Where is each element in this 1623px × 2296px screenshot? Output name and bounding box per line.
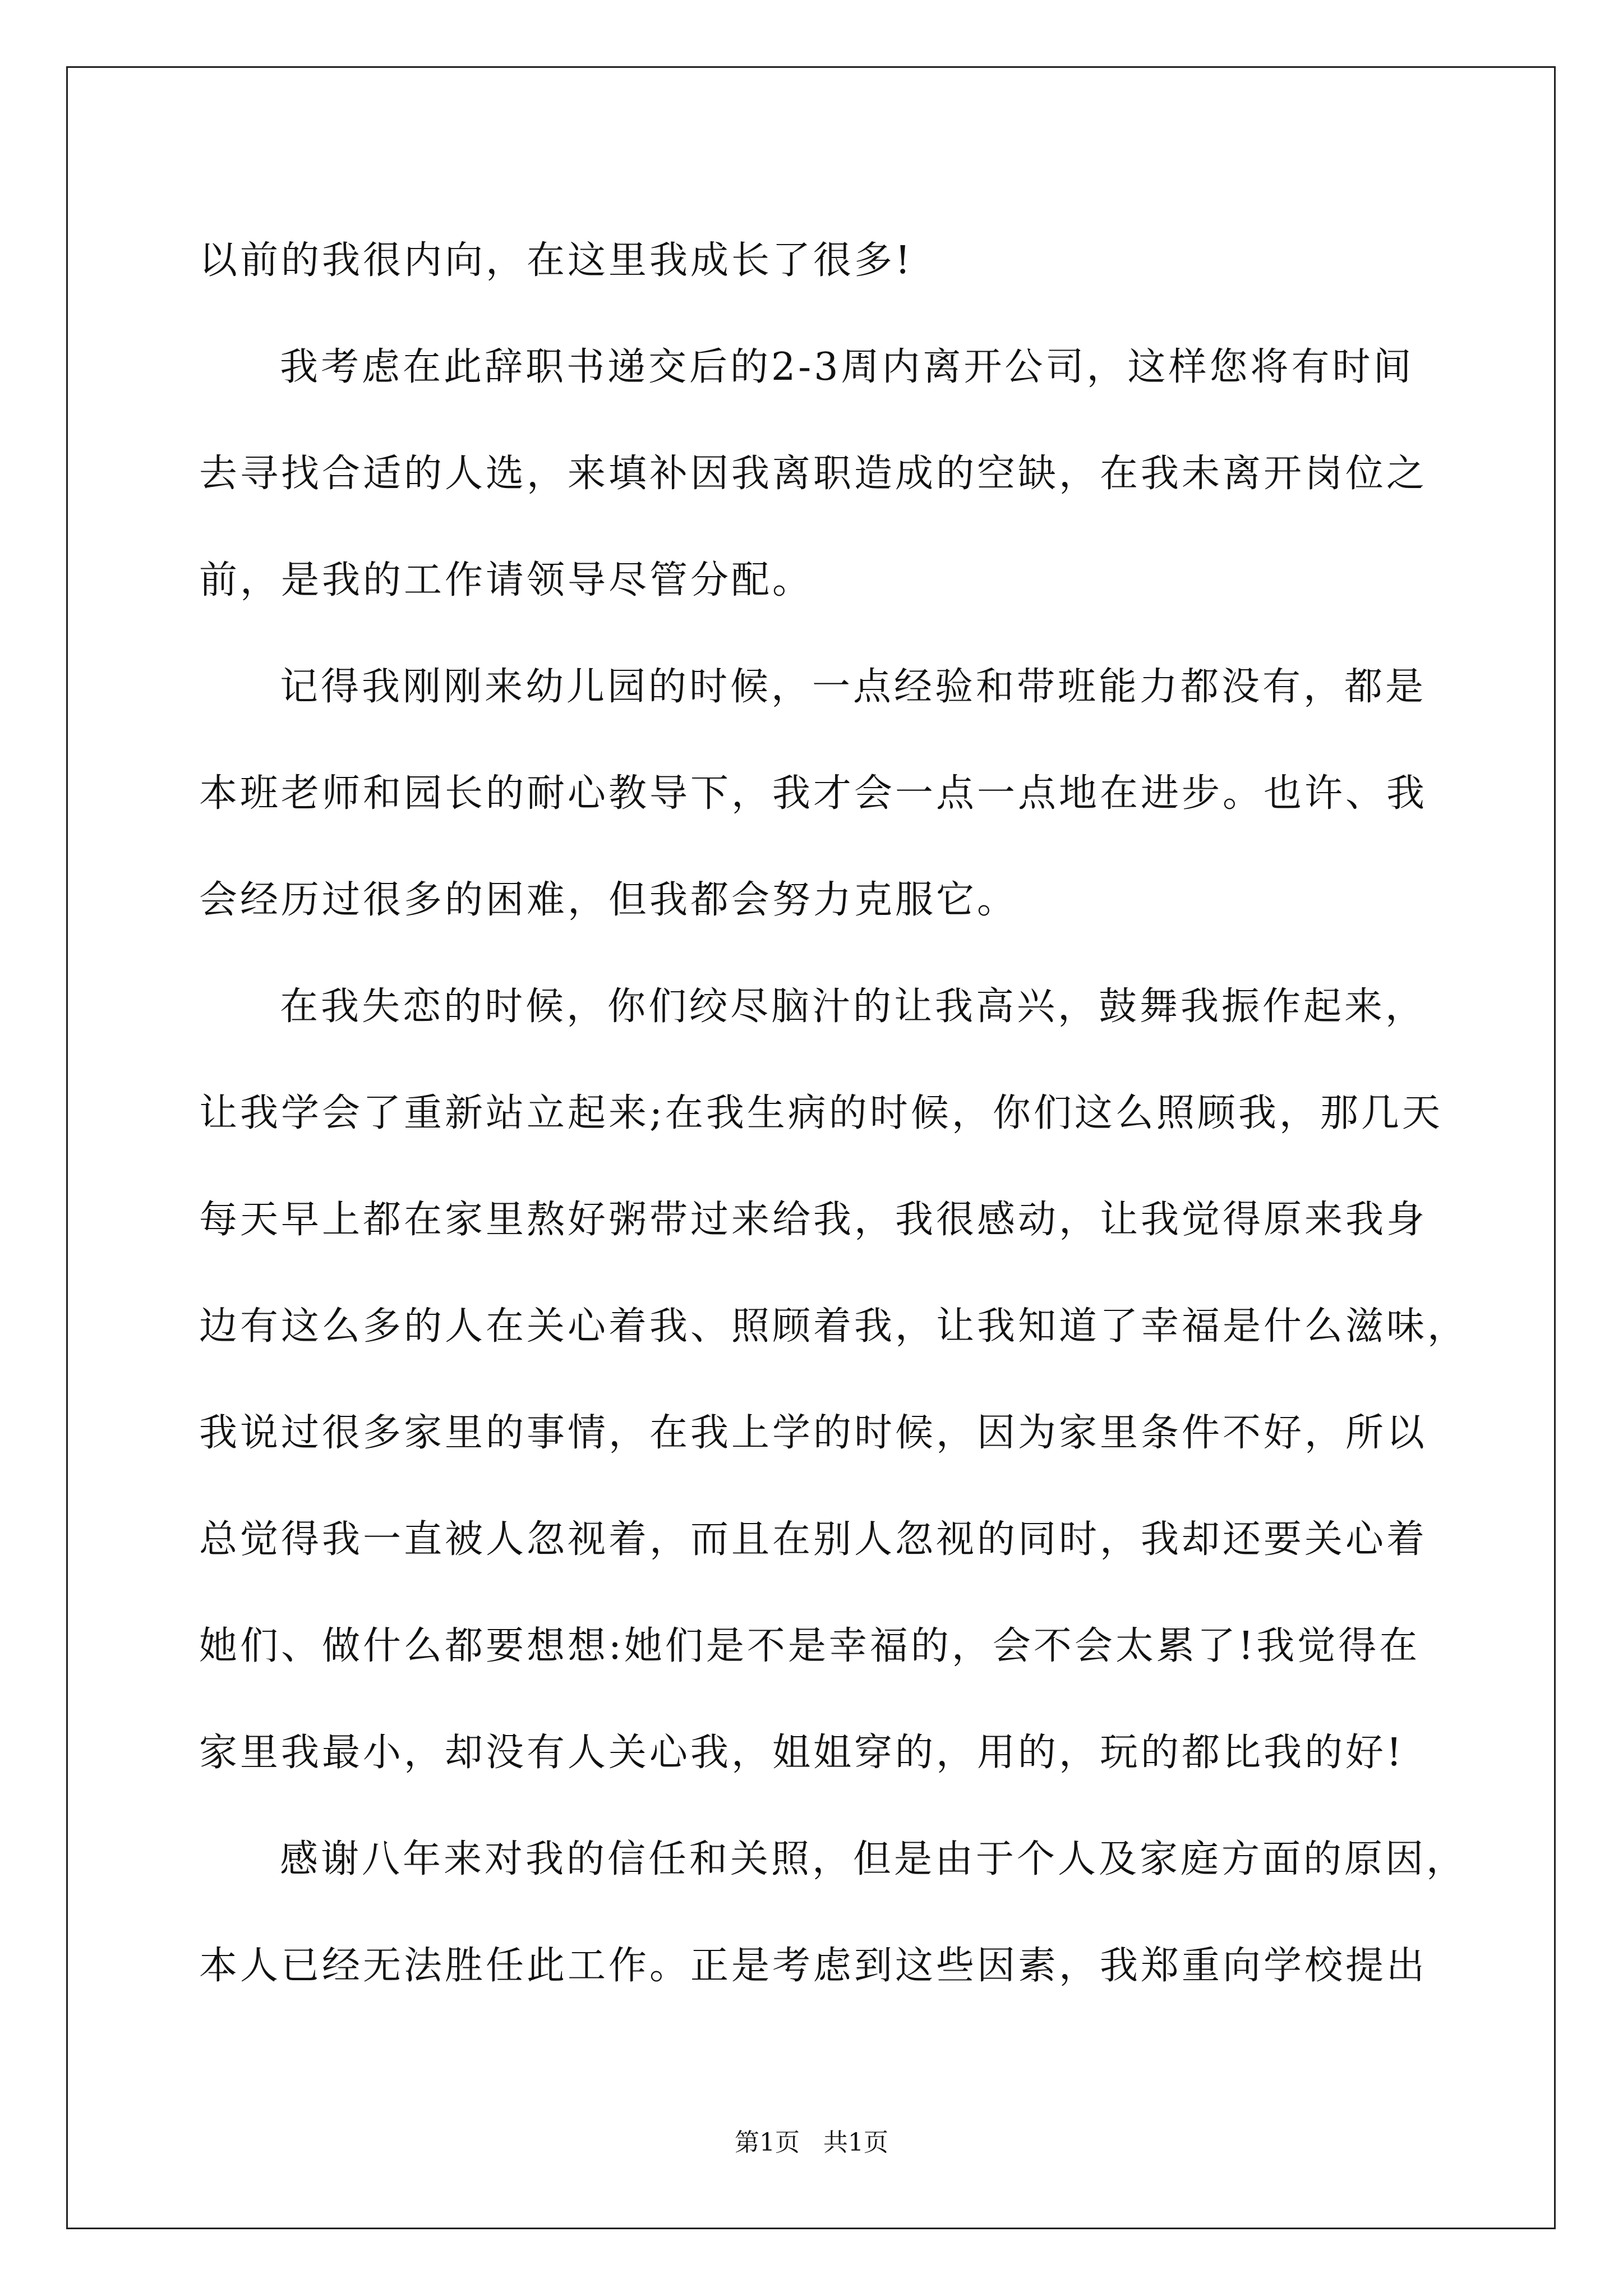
text-line: 边有这么多的人在关心着我、照顾着我，让我知道了幸福是什么滋味， <box>199 1304 1469 1349</box>
text-line: 我说过很多家里的事情，在我上学的时候，因为家里条件不好，所以 <box>199 1411 1428 1455</box>
text-line: 我考虑在此辞职书递交后的2-3周内离开公司，这样您将有时间 <box>280 345 1414 389</box>
text-line: 感谢八年来对我的信任和关照，但是由于个人及家庭方面的原因， <box>280 1837 1468 1881</box>
text-line: 让我学会了重新站立起来;在我生病的时候，你们这么照顾我，那几天 <box>199 1091 1443 1135</box>
text-line: 记得我刚刚来幼儿园的时候，一点经验和带班能力都没有，都是 <box>280 665 1427 709</box>
text-line: 她们、做什么都要想想:她们是不是幸福的，会不会太累了!我觉得在 <box>199 1624 1421 1668</box>
text-line: 以前的我很内向，在这里我成长了很多! <box>199 238 914 283</box>
text-line: 前，是我的工作请领导尽管分配。 <box>199 558 814 602</box>
text-line: 本班老师和园长的耐心教导下，我才会一点一点地在进步。也许、我 <box>199 771 1428 816</box>
text-line: 本人已经无法胜任此工作。正是考虑到这些因素，我郑重向学校提出 <box>199 1944 1428 1988</box>
text-line: 家里我最小，却没有人关心我，姐姐穿的，用的，玩的都比我的好! <box>199 1731 1405 1775</box>
text-line: 每天早上都在家里熬好粥带过来给我，我很感动，让我觉得原来我身 <box>199 1198 1428 1242</box>
text-line: 在我失恋的时候，你们绞尽脑汁的让我高兴，鼓舞我振作起来， <box>280 984 1427 1029</box>
text-line: 总觉得我一直被人忽视着，而且在别人忽视的同时，我却还要关心着 <box>199 1517 1428 1562</box>
page-footer: 第1页 共1页 <box>735 2128 888 2157</box>
document-body <box>199 208 1469 2019</box>
text-line: 会经历过很多的困难，但我都会努力克服它。 <box>199 878 1018 922</box>
text-line: 去寻找合适的人选，来填补因我离职造成的空缺，在我未离开岗位之 <box>199 452 1428 496</box>
